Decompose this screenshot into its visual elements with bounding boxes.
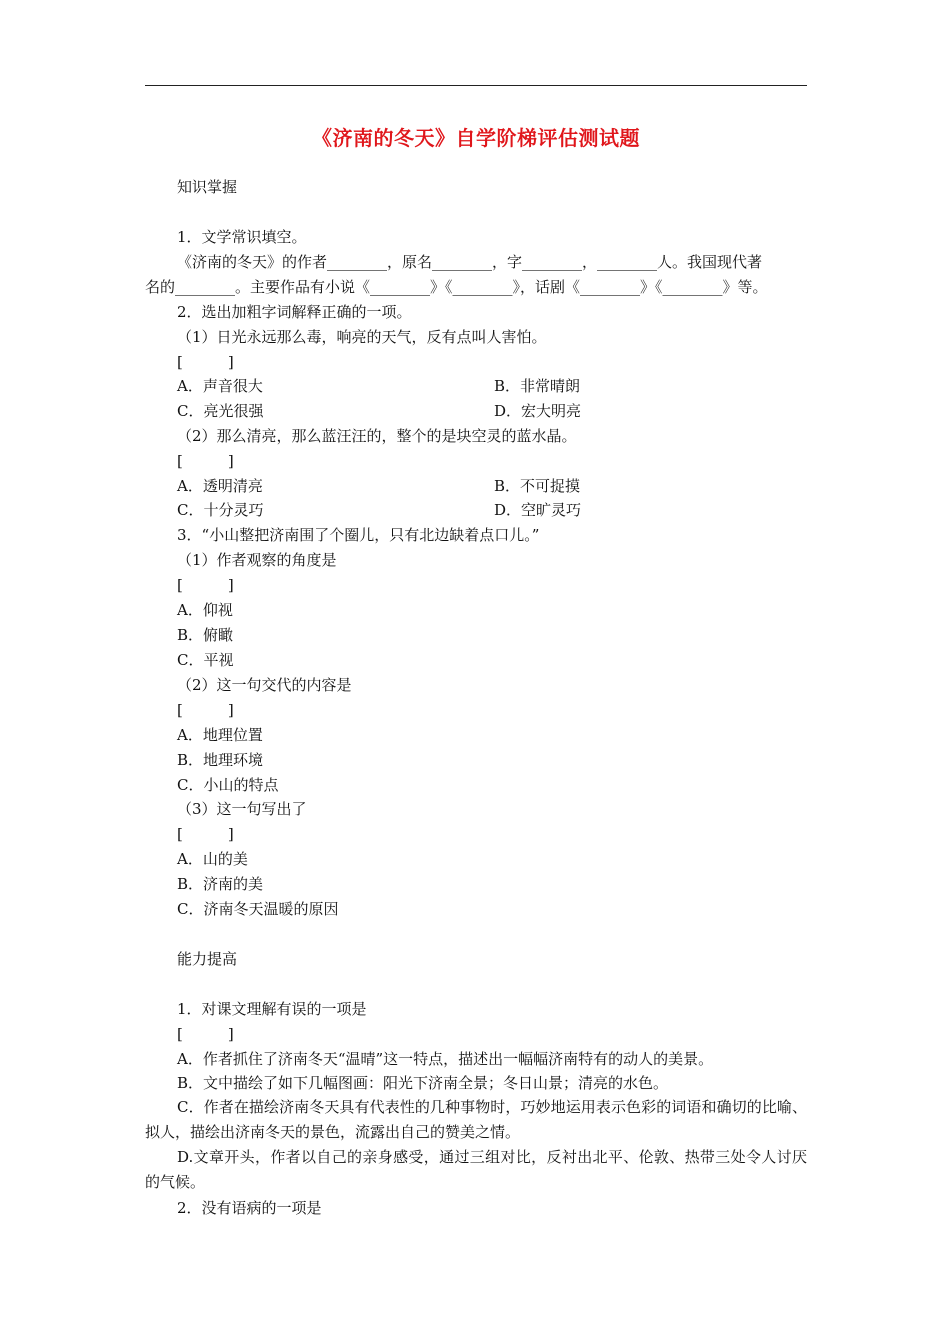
question-2-2-prompt: （2）那么清亮，那么蓝汪汪的，整个的是块空灵的蓝水晶。	[177, 427, 577, 445]
option-b: B．不可捉摸	[494, 477, 581, 495]
question-1-line-2: 名的________。主要作品有小说《________》《________》，话剧《________》《________》等。	[145, 278, 768, 296]
option-a: A．地理位置	[177, 726, 263, 744]
page-title: 《济南的冬天》自学阶梯评估测试题	[312, 126, 640, 150]
option-a: A．仰视	[177, 601, 233, 619]
answer-bracket: [ ]	[177, 701, 234, 719]
option-a: A．山的美	[177, 850, 248, 868]
option-b: B．济南的美	[177, 875, 264, 893]
option-d: D．空旷灵巧	[494, 501, 582, 519]
option-b: B．地理环境	[177, 751, 264, 769]
answer-bracket: [ ]	[177, 353, 234, 371]
question-2-heading: 2．选出加粗字词解释正确的一项。	[177, 303, 412, 321]
answer-bracket: [ ]	[177, 576, 234, 594]
answer-bracket: [ ]	[177, 1025, 234, 1043]
ability-question-2-heading: 2．没有语病的一项是	[177, 1199, 322, 1217]
option-c: C．十分灵巧	[177, 501, 264, 519]
answer-bracket: [ ]	[177, 452, 234, 470]
question-3-1-prompt: （1）作者观察的角度是	[177, 551, 337, 569]
option-a: A．作者抓住了济南冬天“温晴”这一特点，描述出一幅幅济南特有的动人的美景。	[177, 1050, 714, 1068]
option-c: C．作者在描绘济南冬天具有代表性的几种事物时，巧妙地运用表示色彩的词语和确切的比喻、拟人，描绘出济南冬天的景色，流露出自己的赞美之情。	[145, 1098, 807, 1141]
option-a: A．透明清亮	[177, 477, 263, 495]
option-c: C．平视	[177, 651, 234, 669]
option-d: D.文章开头，作者以自己的亲身感受，通过三组对比，反衬出北平、伦敦、热带三处令人讨厌的气候。	[145, 1148, 807, 1191]
question-3-2-prompt: （2）这一句交代的内容是	[177, 676, 352, 694]
question-3-heading: 3．“小山整把济南围了个圈儿，只有北边缺着点口儿。”	[177, 526, 540, 544]
option-c: C．济南冬天温暖的原因	[177, 900, 339, 918]
option-c: C．小山的特点	[177, 776, 279, 794]
section-heading-knowledge: 知识掌握	[177, 178, 238, 196]
option-b: B．文中描绘了如下几幅图画：阳光下济南全景；冬日山景；清亮的水色。	[177, 1074, 669, 1092]
section-heading-ability: 能力提高	[177, 950, 238, 968]
header-rule	[145, 85, 807, 86]
option-c: C．亮光很强	[177, 402, 264, 420]
ability-question-1-heading: 1．对课文理解有误的一项是	[177, 1000, 367, 1018]
answer-bracket: [ ]	[177, 825, 234, 843]
option-a: A．声音很大	[177, 377, 263, 395]
option-b: B．非常晴朗	[494, 377, 581, 395]
question-2-1-prompt: （1）日光永远那么毒，响亮的天气，反有点叫人害怕。	[177, 328, 547, 346]
option-b: B．俯瞰	[177, 626, 234, 644]
question-3-3-prompt: （3）这一句写出了	[177, 800, 307, 818]
question-1-heading: 1．文学常识填空。	[177, 228, 307, 246]
option-d: D．宏大明亮	[494, 402, 582, 420]
question-1-line-1: 《济南的冬天》的作者________，原名________，字________，________人。我国现代著	[177, 253, 763, 271]
